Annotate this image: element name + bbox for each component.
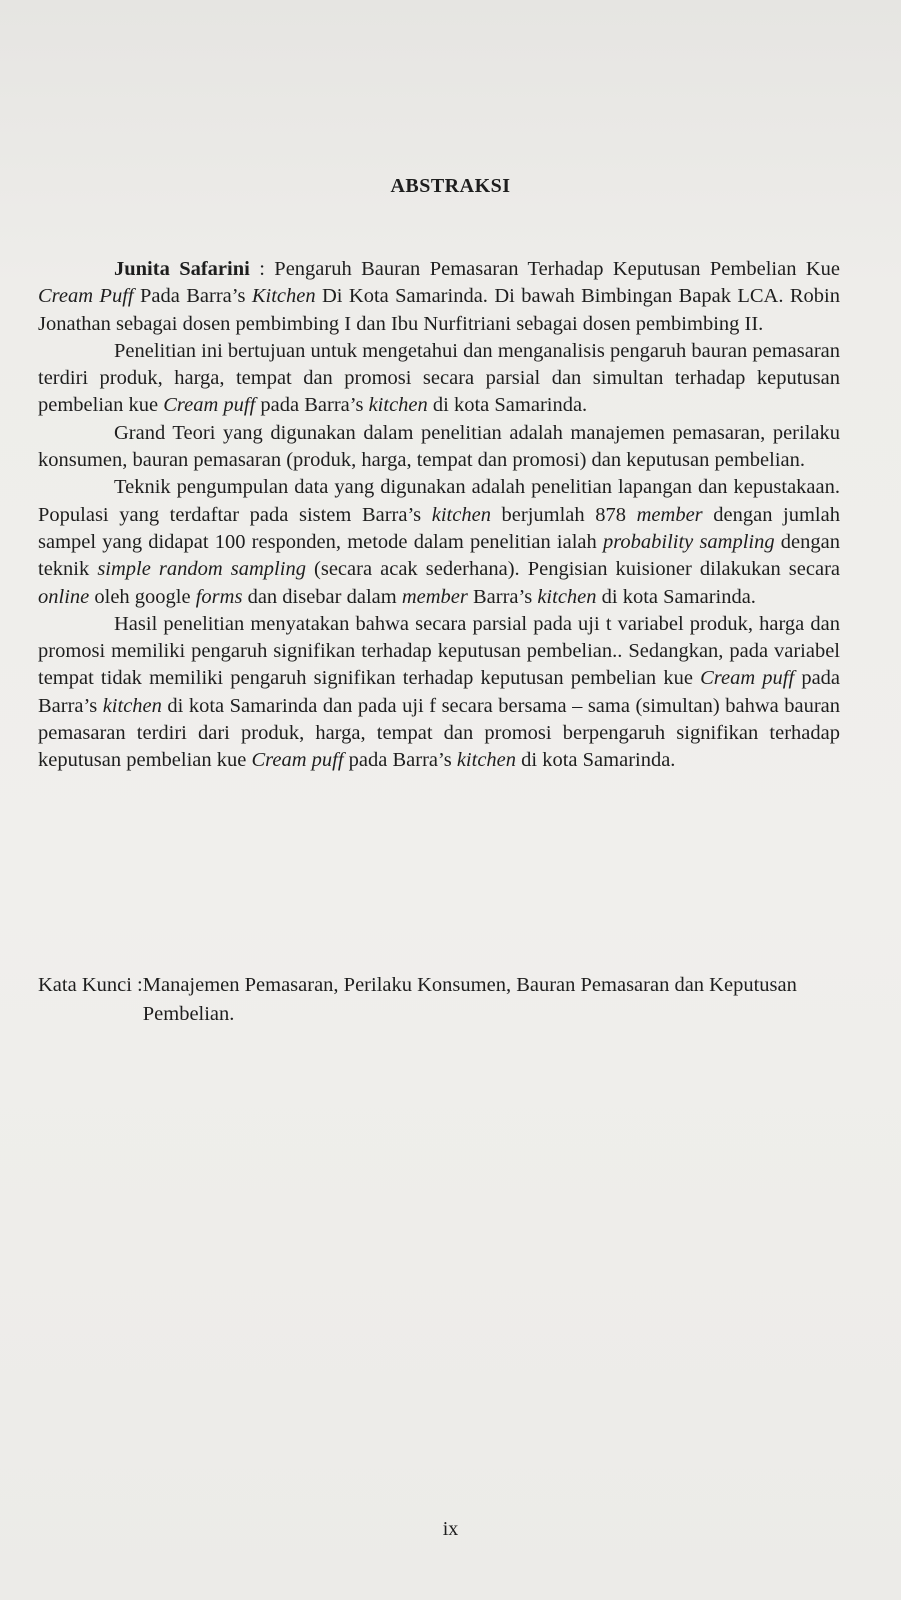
emphasis-span: probability sampling bbox=[602, 530, 775, 553]
author-name: Junita Safarini bbox=[114, 258, 250, 280]
emphasis-span: Cream puff bbox=[163, 394, 256, 417]
text-span: di kota Samarinda. bbox=[427, 394, 588, 417]
text-span: Di Kota Samarinda. Di bawah Bimbingan Bapak LCA. Robin Jonathan sebagai dosen pembimbing I dan Ibu Nurfitriani sebagai dosen pembimbing II. bbox=[38, 285, 841, 335]
abstract-paragraph-3 bbox=[38, 420, 840, 475]
text-span: di kota Samarinda. bbox=[596, 585, 756, 608]
text-span: Teknik pengumpulan data yang digunakan adalah penelitian lapangan dan kepustakaan. Populasi yang terdaftar pada sistem Barra’s bbox=[38, 476, 840, 526]
emphasis-span: kitchen bbox=[431, 503, 491, 526]
abstract-paragraph-4 bbox=[38, 474, 840, 610]
text-span: Pengaruh Bauran Pemasaran Terhadap Keputusan Pembelian Kue bbox=[274, 258, 840, 280]
text-span: berjumlah 878 bbox=[490, 503, 637, 526]
emphasis-span: forms bbox=[195, 585, 243, 608]
page-number: ix bbox=[442, 1518, 459, 1540]
text-span: oleh google bbox=[89, 585, 196, 608]
text-span: Grand Teori yang digunakan dalam penelitian adalah manajemen pemasaran, perilaku konsumen, bauran pemasaran (produk, harga, tempat dan promosi) dan keputusan pembelian. bbox=[38, 421, 840, 472]
text-span: dengan teknik bbox=[38, 530, 840, 581]
keywords-text: Manajemen Pemasaran, Perilaku Konsumen, Bauran Pemasaran dan Keputusan Pembelian. bbox=[142, 974, 797, 1025]
text-span: Hasil penelitian menyatakan bahwa secara parsial pada uji t variabel produk, harga dan promosi memiliki pengaruh signifikan terhadap keputusan pembelian.. Sedangkan, pada variabel tempat tidak memiliki pengaruh signifikan terhadap keputusan pembelian kue bbox=[38, 612, 840, 690]
emphasis-span: kitchen bbox=[102, 694, 162, 717]
keywords bbox=[38, 971, 848, 1029]
abstract-paragraph-2 bbox=[38, 338, 840, 420]
text-span: pada Barra’s bbox=[343, 749, 457, 772]
emphasis-span: Kitchen bbox=[251, 285, 316, 308]
text-span: pada Barra’s bbox=[255, 394, 369, 417]
page-title: ABSTRAKSI bbox=[390, 175, 511, 197]
text-span: pada Barra’s bbox=[38, 667, 841, 717]
emphasis-span: Cream puff bbox=[251, 749, 344, 772]
text-span: dengan jumlah sampel yang didapat 100 responden, metode dalam penelitian ialah bbox=[38, 503, 840, 553]
author-separator: : bbox=[249, 258, 275, 280]
emphasis-span: kitchen bbox=[537, 585, 597, 608]
text-span: Penelitian ini bertujuan untuk mengetahui dan menganalisis pengaruh bauran pemasaran terdiri produk, harga, tempat dan promosi secara parsial dan simultan terhadap keputusan pembelian kue bbox=[38, 339, 840, 417]
keywords-label: Kata Kunci : bbox=[38, 974, 143, 996]
emphasis-span: kitchen bbox=[456, 749, 517, 772]
abstract-paragraph-5 bbox=[38, 611, 840, 775]
text-span: Barra’s bbox=[467, 585, 538, 608]
emphasis-span: Cream Puff bbox=[38, 285, 134, 308]
emphasis-span: member bbox=[636, 503, 703, 526]
emphasis-span: simple random sampling bbox=[97, 558, 306, 581]
text-span: Pada Barra’s bbox=[133, 285, 252, 308]
text-span: di kota Samarinda dan pada uji f secara bersama – sama (simultan) bahwa bauran pemasaran terdiri dari produk, harga, tempat dan promosi berpengaruh signifikan terhadap keputusan pembelian kue bbox=[38, 694, 840, 772]
text-span: (secara acak sederhana). Pengisian kuisioner dilakukan secara bbox=[305, 558, 840, 581]
abstract-body bbox=[38, 256, 840, 775]
abstract-paragraph-1 bbox=[38, 256, 840, 338]
emphasis-span: Cream puff bbox=[700, 667, 795, 690]
emphasis-span: kitchen bbox=[368, 394, 428, 417]
text-span: di kota Samarinda. bbox=[516, 749, 676, 772]
emphasis-span: member bbox=[401, 585, 468, 608]
emphasis-span: online bbox=[38, 585, 90, 608]
text-span: dan disebar dalam bbox=[242, 585, 402, 608]
